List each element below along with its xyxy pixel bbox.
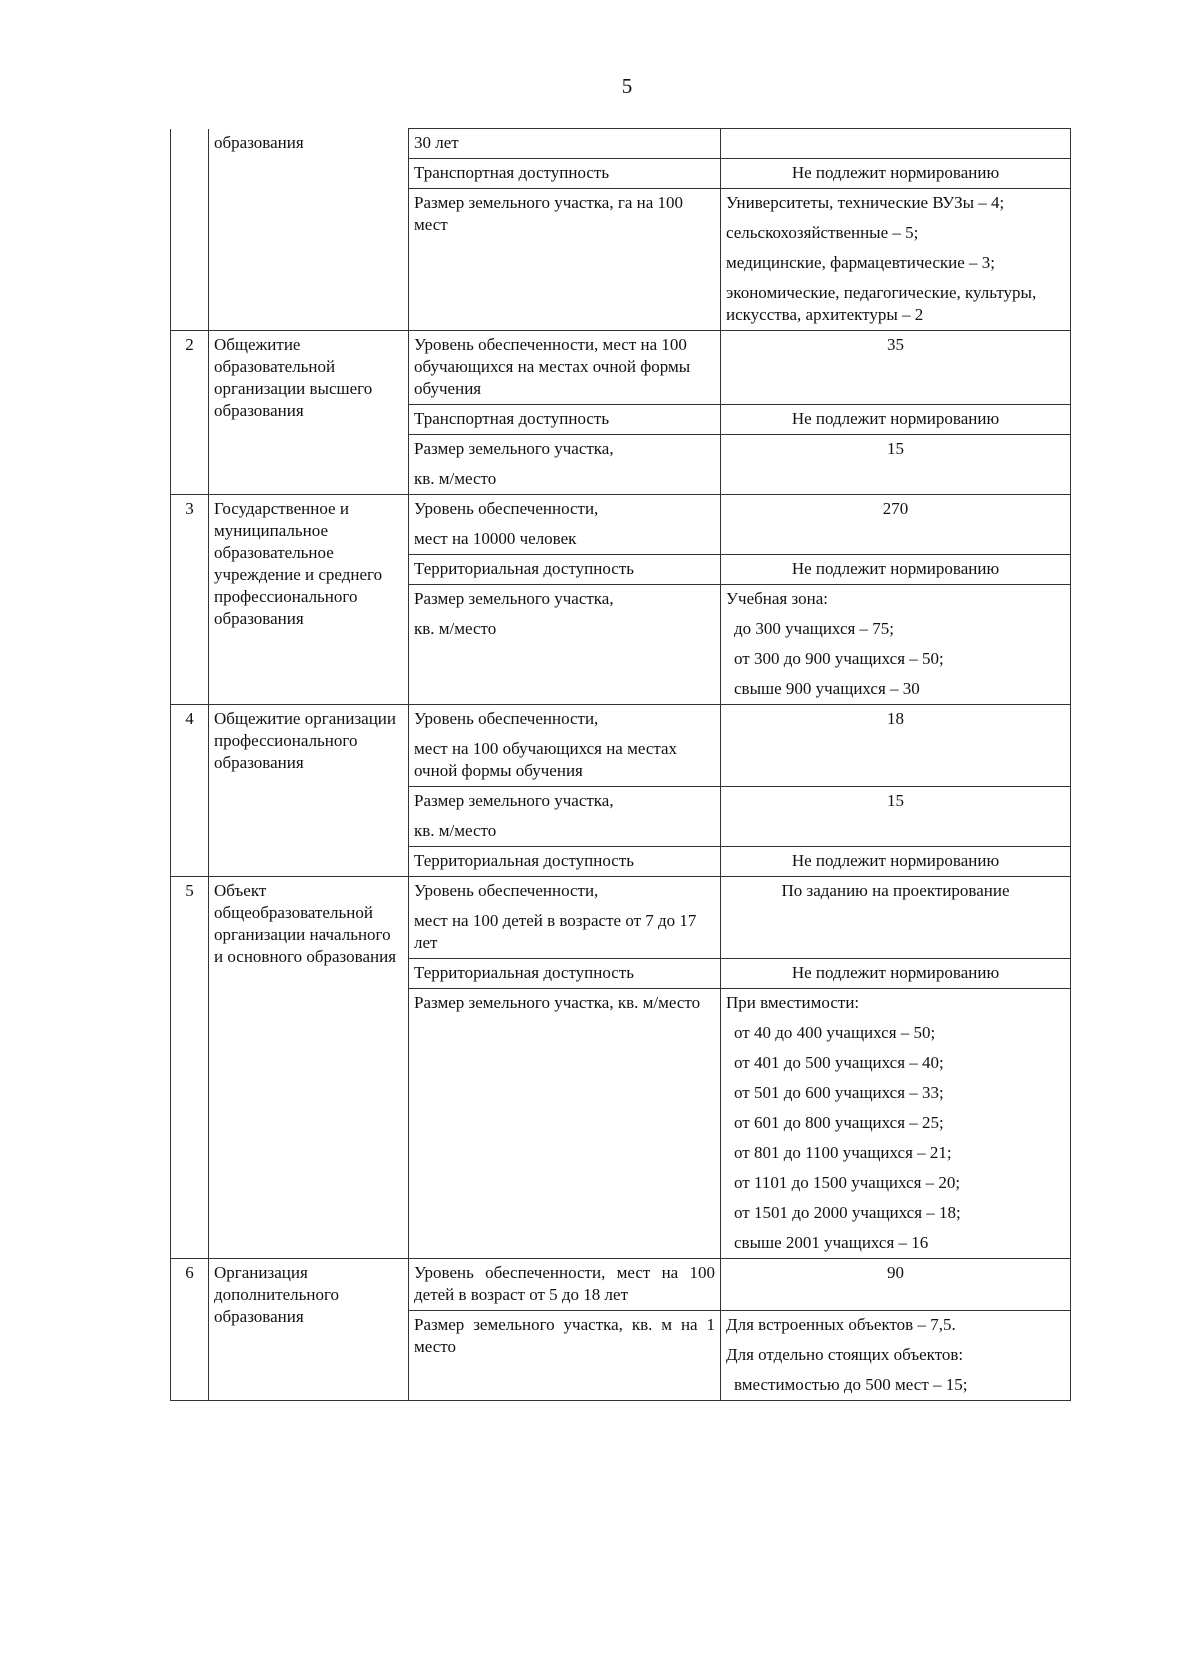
- parameter-label: Территориальная доступность: [409, 847, 721, 877]
- parameter-value: По заданию на проектирование: [721, 877, 1071, 959]
- parameter-label: Уровень обеспеченности, мест на 100 обучающихся на местах очной формы обучения: [409, 705, 721, 787]
- parameter-value: Учебная зона: до 300 учащихся – 75; от 300 до 900 учащихся – 50; свыше 900 учащихся – 30: [721, 585, 1071, 705]
- parameter-value: [721, 129, 1071, 159]
- parameter-value: Не подлежит нормированию: [721, 959, 1071, 989]
- facility-name: Общежитие образовательной организации высшего образования: [209, 331, 409, 495]
- row-number: 4: [171, 705, 209, 877]
- parameter-value: Университеты, технические ВУЗы – 4; сельскохозяйственные – 5; медицинские, фармацевтические – 3; экономические, педагогические, культуры, искусства, архитектуры – 2: [721, 189, 1071, 331]
- parameter-label: Размер земельного участка, кв. м на 1 место: [409, 1311, 721, 1401]
- table-row: [171, 331, 1071, 405]
- parameter-value: 270: [721, 495, 1071, 555]
- parameter-label: Размер земельного участка, кв. м/место: [409, 787, 721, 847]
- facility-name: Организация дополнительного образования: [209, 1259, 409, 1401]
- table-row: [171, 495, 1071, 555]
- row-number: [171, 129, 209, 331]
- page-number: 5: [621, 74, 633, 98]
- parameter-value: 15: [721, 787, 1071, 847]
- parameter-label: 30 лет: [409, 129, 721, 159]
- parameter-label: Размер земельного участка, кв. м/место: [409, 585, 721, 705]
- parameter-value: При вместимости: от 40 до 400 учащихся – 50; от 401 до 500 учащихся – 40; от 501 до 600 учащихся – 33; от 601 до 800 учащихся – 25; от 801 до 1100 учащихся – 21; от 1101 до 1500 учащихся – 20; от 1501 до 2000 учащихся – 18; свыше 2001 учащихся – 16: [721, 989, 1071, 1259]
- parameter-value: Не подлежит нормированию: [721, 405, 1071, 435]
- facility-name: образования: [209, 129, 409, 331]
- parameter-value: 35: [721, 331, 1071, 405]
- parameter-label: Уровень обеспеченности, мест на 100 детей в возрасте от 7 до 17 лет: [409, 877, 721, 959]
- parameter-value: 18: [721, 705, 1071, 787]
- parameter-label: Уровень обеспеченности, мест на 100 детей в возраст от 5 до 18 лет: [409, 1259, 721, 1311]
- parameter-label: Размер земельного участка, кв. м/место: [409, 435, 721, 495]
- row-number: 6: [171, 1259, 209, 1401]
- parameter-label: Размер земельного участка, га на 100 мест: [409, 189, 721, 331]
- parameter-label: Транспортная доступность: [409, 405, 721, 435]
- row-number: 2: [171, 331, 209, 495]
- parameter-value: 15: [721, 435, 1071, 495]
- parameter-label: Территориальная доступность: [409, 555, 721, 585]
- facility-name: Государственное и муниципальное образовательное учреждение и среднего профессионального образования: [209, 495, 409, 705]
- parameter-value: Для встроенных объектов – 7,5. Для отдельно стоящих объектов: вместимостью до 500 мест – 15;: [721, 1311, 1071, 1401]
- parameter-label: Уровень обеспеченности, мест на 10000 человек: [409, 495, 721, 555]
- parameter-label: Территориальная доступность: [409, 959, 721, 989]
- facility-name: Общежитие организации профессионального образования: [209, 705, 409, 877]
- facility-name: Объект общеобразовательной организации начального и основного образования: [209, 877, 409, 1259]
- row-number: 5: [171, 877, 209, 1259]
- table-row: [171, 1259, 1071, 1311]
- row-number: 3: [171, 495, 209, 705]
- parameter-label: Уровень обеспеченности, мест на 100 обучающихся на местах очной формы обучения: [409, 331, 721, 405]
- parameter-value: Не подлежит нормированию: [721, 847, 1071, 877]
- parameter-value: 90: [721, 1259, 1071, 1311]
- parameter-label: Транспортная доступность: [409, 159, 721, 189]
- table-row: [171, 705, 1071, 787]
- norms-table: [170, 128, 1071, 1401]
- table-row: [171, 877, 1071, 959]
- parameter-value: Не подлежит нормированию: [721, 159, 1071, 189]
- table-row: [171, 129, 1071, 159]
- parameter-label: Размер земельного участка, кв. м/место: [409, 989, 721, 1259]
- parameter-value: Не подлежит нормированию: [721, 555, 1071, 585]
